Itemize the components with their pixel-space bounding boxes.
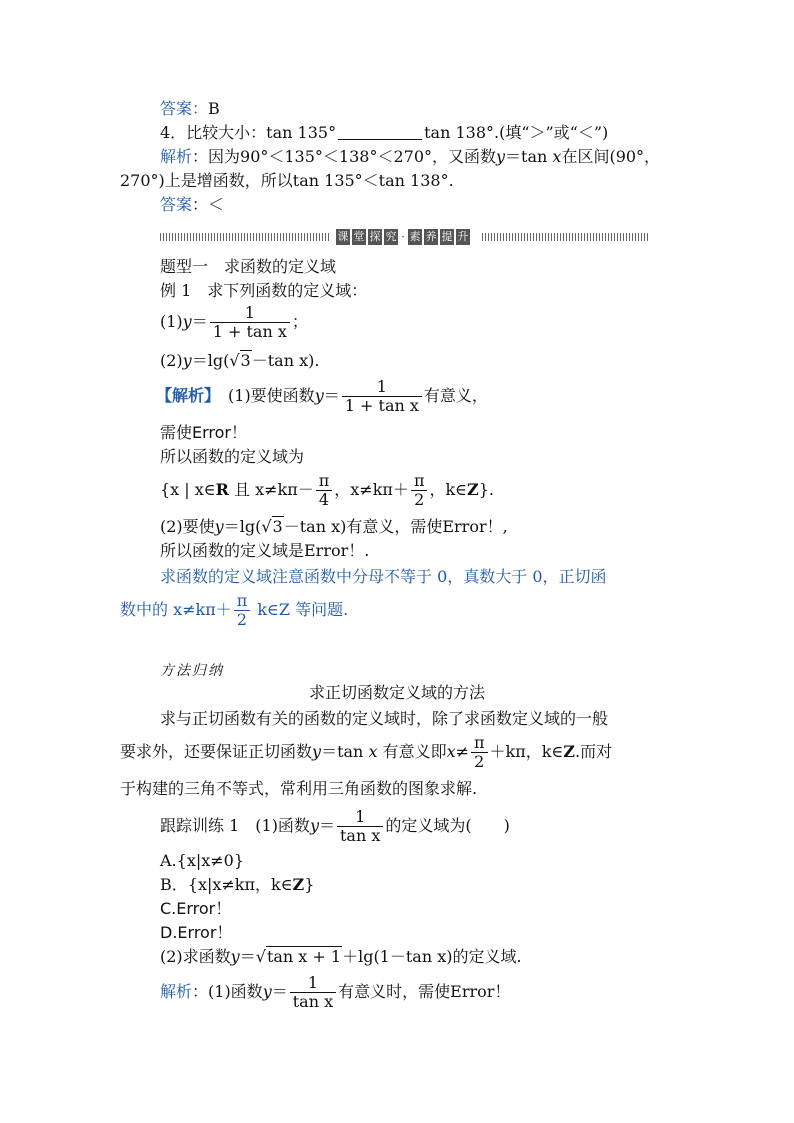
q4-analysis-line2: 270°)上是增函数，所以tan 135°＜tan 138°. [120,171,454,190]
var-y: y [312,742,322,761]
var-y: y [262,982,272,1001]
fraction-pi-4 [316,472,333,509]
example-part1 [160,304,308,341]
punct: ； [291,312,308,331]
sol-text: －tan x)有意义，需使Error！, [283,517,508,536]
part-prefix: (2) [160,351,183,370]
sol-text: ＝lg( [223,517,262,536]
analysis-text-b: ＝tan [505,147,548,166]
option-text: B．{x|x≠kπ，k∈ [160,875,293,894]
method-title: 求正切函数定义域的方法 [308,683,485,702]
solution-line2: 需使Error！ [160,423,248,442]
numerator: 1 [307,973,319,992]
radicand: 3 [272,517,283,536]
var-y: y [309,816,319,835]
analysis-text: 有意义时，需使Error！ [338,982,511,1001]
var-x: x [446,742,456,761]
practice-q2 [160,946,522,968]
option-c[interactable]: C.Error！ [160,899,232,918]
banner-char: 升 [457,230,469,243]
method-tag: 方法归纳 [160,663,224,679]
var-y: y [314,386,324,405]
denominator: tan x [290,992,336,1011]
solution-line1 [156,378,488,415]
numerator: π [413,471,425,490]
radicand: 3 [240,351,251,370]
sol-text: 有意义， [423,386,488,405]
q4-text-b: tan 138°.(填“＞”或“＜”) [424,123,609,142]
numerator: 1 [355,807,366,826]
denominator: 2 [471,752,488,771]
answer-value: B [208,99,220,118]
banner-char: 堂 [353,230,365,243]
example-part2 [160,350,319,372]
numerator: 1 [376,377,387,396]
equals: ＝ [239,947,256,966]
banner-title [336,229,470,245]
sqrt: √3 [229,351,251,370]
banner-char: 究 [385,230,397,243]
method-text: ＋kπ，k∈ [489,742,564,761]
analysis-text-c: 在区间(90°， [561,147,661,166]
answer-label: 答案 [160,195,193,214]
equals: ＝ [318,816,335,835]
expr-b: －tan x). [251,351,320,370]
var-y: y [230,947,240,966]
option-b[interactable] [160,874,314,896]
var-x: x [368,742,378,761]
var-y: y [214,517,224,536]
fraction [342,378,422,415]
denominator: tan x [337,826,383,845]
option-d[interactable]: D.Error！ [160,923,233,942]
sol-text: (1)要使函数 [212,386,315,405]
fraction-pi-2 [234,592,251,629]
set-R: R [215,480,229,499]
var-y: y [182,312,192,331]
banner-rule-left [160,233,330,241]
banner-rule-right [482,233,650,241]
denominator: 4 [316,490,333,509]
set-open: {x | x∈ [160,480,216,499]
set-Z: Z [563,742,575,761]
analysis-label: 解析 [160,147,193,166]
banner-char: 养 [425,230,437,243]
part-prefix: (1) [160,312,183,331]
denominator: 1 + tan x [210,322,290,341]
sqrt: √3 [261,517,283,536]
method-p2 [120,732,612,772]
set-Z: Z [292,875,305,894]
method-text: ＝tan [321,742,364,761]
practice-analysis [160,972,510,1012]
equals: ＝ [271,982,288,1001]
denominator: 1 + tan x [342,396,422,415]
numerator: π [318,471,330,490]
fraction [337,808,383,845]
set-cond: ，x≠kπ＋ [334,480,409,499]
example-label: 例 1 求下列函数的定义域： [160,281,368,300]
option-text: } [304,875,315,894]
analysis-text: ：因为90°＜135°＜138°＜270°，又函数 [192,147,496,166]
note-text: k∈Z 等问题. [252,600,349,619]
equals: ＝ [191,312,208,331]
method-p1: 求与正切函数有关的函数的定义域时，除了求函数定义域的一般 [160,709,609,728]
banner-char: 提 [441,230,453,243]
note-line2 [120,590,348,630]
solution-line3: 所以函数的定义域为 [160,447,305,466]
set-cond: 且 x≠kπ－ [228,480,314,499]
method-text: .而对 [574,742,613,761]
practice-text: 的定义域为( ) [385,816,510,835]
method-text: 有意义即 [382,742,447,761]
var-y: y [182,351,192,370]
section-banner [160,229,650,245]
method-text: 要求外，还要保证正切函数 [120,742,313,761]
set-Z: Z [467,480,479,499]
sol-text: (2)要使 [160,517,215,536]
banner-char: 探 [369,230,381,243]
fill-blank[interactable] [338,123,422,140]
practice-text: ＋lg(1－tan x)的定义域. [342,947,522,966]
banner-char: 素 [409,230,421,243]
solution-line5 [160,516,508,538]
solution-line4 [160,470,494,510]
var-x: x [552,147,562,166]
sqrt: √tan x + 1 [255,947,342,966]
method-text: ≠ [455,742,470,761]
set-close: }. [478,480,494,499]
var-y: y [496,147,506,166]
numerator: π [474,733,485,752]
banner-dot: · [401,230,405,244]
denominator: 2 [234,610,251,629]
denominator: 2 [411,490,428,509]
numerator: π [236,591,248,610]
expr-a: ＝lg( [191,351,230,370]
solution-line6: 所以函数的定义域是Error！. [160,541,370,560]
q4-text-a: 4．比较大小：tan 135° [160,123,337,142]
analysis-label: 解析 [160,982,193,1001]
fraction [290,974,336,1011]
solution-label: 【解析】 [156,386,213,405]
type-title: 题型一 求函数的定义域 [160,257,337,276]
set-cond: ，k∈ [429,480,467,499]
note-line1: 求函数的定义域注意函数中分母不等于 0，真数大于 0，正切函 [160,567,607,586]
fraction [210,304,290,341]
answer-value: ：＜ [192,195,225,214]
practice-label: 跟踪训练 1 (1)函数 [160,816,310,835]
q4-analysis-line1 [160,146,660,168]
q3-answer [160,98,220,120]
radicand: tan x + 1 [266,947,342,966]
practice-q1 [160,806,510,846]
practice-text: (2)求函数 [160,947,231,966]
fraction-pi-2 [471,734,488,771]
q4-question [160,122,608,144]
answer-label: 答案： [160,99,209,118]
option-a[interactable]: A.{x|x≠0} [160,851,245,870]
q4-answer [160,194,224,216]
note-text: 数中的 x≠kπ＋ [120,600,232,619]
fraction-pi-2 [411,472,428,509]
equals: ＝ [323,386,340,405]
numerator: 1 [244,303,255,322]
banner-char: 课 [337,230,349,243]
analysis-text: ：(1)函数 [192,982,263,1001]
method-p3: 于构建的三角不等式，常利用三角函数的图象求解. [120,779,478,798]
